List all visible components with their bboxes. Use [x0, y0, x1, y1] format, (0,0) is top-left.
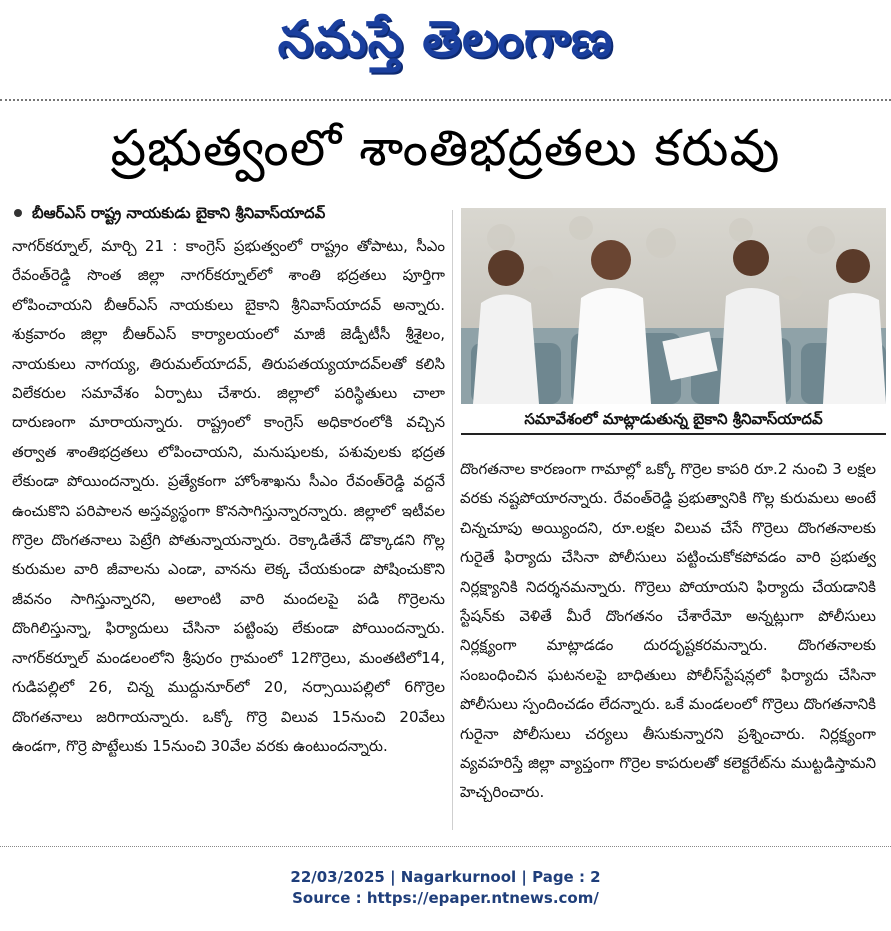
- subhead-text: బీఆర్ఎస్ రాష్ట్ర నాయకుడు బైకాని శ్రీనివాస్‌యాదవ్: [32, 204, 326, 222]
- article-subhead: [10, 202, 450, 226]
- masthead: [0, 0, 891, 82]
- source-url: Source : https://epaper.ntnews.com/: [292, 889, 599, 907]
- edition-info: 22/03/2025 | Nagarkurnool | Page : 2: [290, 868, 601, 886]
- article-headline: ప్రభుత్వంలో శాంతిభద్రతలు కరువు: [110, 119, 781, 177]
- photo-illustration: [461, 208, 886, 404]
- article-column-left: [12, 232, 445, 828]
- masthead-divider: [0, 99, 891, 101]
- newspaper-logo: నమస్తే తెలంగాణ: [277, 10, 614, 68]
- column-divider: [452, 210, 453, 830]
- bullet-icon: [14, 209, 22, 217]
- source-footer: [0, 867, 891, 909]
- article-column-right: [460, 455, 876, 825]
- photo-caption: సమావేశంలో మాట్లాడుతున్న బైకాని శ్రీనివాస్‌యాదవ్: [461, 405, 886, 435]
- article-body-left: నాగర్‌కర్నూల్, మార్చి 21 : కాంగ్రెస్ ప్రభుత్వంలో రాష్ట్రం తోపాటు, సీఎం రేవంత్‌రెడ్డి సొంత జిల్లా నాగర్‌కర్నూల్‌లో శాంతి భద్రతలు పూర్తిగా లోపించాయని బీఆర్ఎస్ నాయకులు బైకాని శ్రీనివాస్‌యాదవ్ అన్నారు. శుక్రవారం జిల్లా బీఆర్ఎస్ కార్యాలయంలో మాజీ జెడ్పీటీసీ శ్రీశైలం, నాయకులు నాగయ్య, తిరుమల్‌యాదవ్, తిరుపతయ్యయాదవ్‌లతో కలిసి విలేకరుల సమావేశం ఏర్పాటు చేశారు. జిల్లాలో పరిస్థితులు చాలా దారుణంగా మారాయన్నారు. రాష్ట్రంలో కాంగ్రెస్ అధికారంలోకి వచ్చిన తర్వాత శాంతిభద్రతలు లోపించాయని, మనుషులకు, పశువులకు భద్రత లేకుండా పోయిందన్నారు. ప్రత్యేకంగా హోంశాఖను సీఎం రేవంత్‌రెడ్డి వద్దనే ఉంచుకొని పరిపాలన అస్తవ్యస్థంగా కొనసాగిస్తున్నారన్నారు. జిల్లాలో ఇటీవల గొర్రెల దొంగతనాలు పెట్రేగి పోతున్నాయన్నారు. రెక్కాడితేనే డొక్కాడని గొల్ల కురుమల వారి జీవాలను ఎండా, వానను లెక్క చేయకుండా పోషించుకొని జీవనం సాగిస్తున్నారని, అలాంటి వారి మందలపై పడి గొర్రెలను దొంగిలిస్తున్నా, ఫిర్యాదులు చేసినా పట్టింపు లేకుండా పోయిందన్నారు. నాగర్‌కర్నూల్ మండలంలోని శ్రీపురం గ్రామంలో 12గొర్రెలు, మంతటిలో14, గుడిపల్లిలో 26, చిన్న ముద్దునూర్‌లో 20, నర్సాయిపల్లిలో 6గొర్రెల దొంగతనాలు జరిగాయన్నారు. ఒక్కో గొర్రె విలువ 15నుంచి 20వేలు ఉండగా, గొర్రె పొట్టేలుకు 15నుంచి 30వేల వరకు ఉంటుందన్నారు.: [12, 237, 445, 755]
- footer-divider: [0, 846, 891, 849]
- article-body-right: దొంగతనాల కారణంగా గామాల్లో ఒక్కో గొర్రెల కాపరి రూ.2 నుంచి 3 లక్షల వరకు నష్టపోయారన్నారు. రేవంత్‌రెడ్డి ప్రభుత్వానికి గొల్ల కురుమలు అంటే చిన్నచూపు అయ్యిందని, రూ.లక్షల విలువ చేసే గొర్రెలు దొంగతనాలకు గురైతే ఫిర్యాదు చేసినా పోలీసులు పట్టించుకోకపోవడం వారి ప్రభుత్వ నిర్లక్ష్యానికి నిదర్శనమన్నారు. గొర్రెలు పోయాయని ఫిర్యాదు చేయడానికి స్టేషన్‌కు వెళితే మీరే దొంగతనం చేశారేమో అన్నట్లుగా పోలీసులు నిర్లక్ష్యంగా మాట్లాడడం దురదృష్టకరమన్నారు. దొంగతనాలకు సంబంధించిన ఘటనలపై బాధితులు పోలీస్‌స్టేషన్లలో ఫిర్యాదు చేసినా పోలీసులు స్పందించడం లేదన్నారు. ఒకే మండలంలో గొర్రెలు దొంగతనానికి గురైనా పోలీసులు చర్యలు తీసుకున్నారని ప్రశ్నించారు. నిర్లక్ష్యంగా వ్యవహరిస్తే జిల్లా వ్యాప్తంగా గొర్రెల కాపరులతో కలెక్టరేట్‌ను ముట్టడిస్తామని హెచ్చరించారు.: [460, 460, 876, 802]
- press-meet-photo: [461, 208, 886, 404]
